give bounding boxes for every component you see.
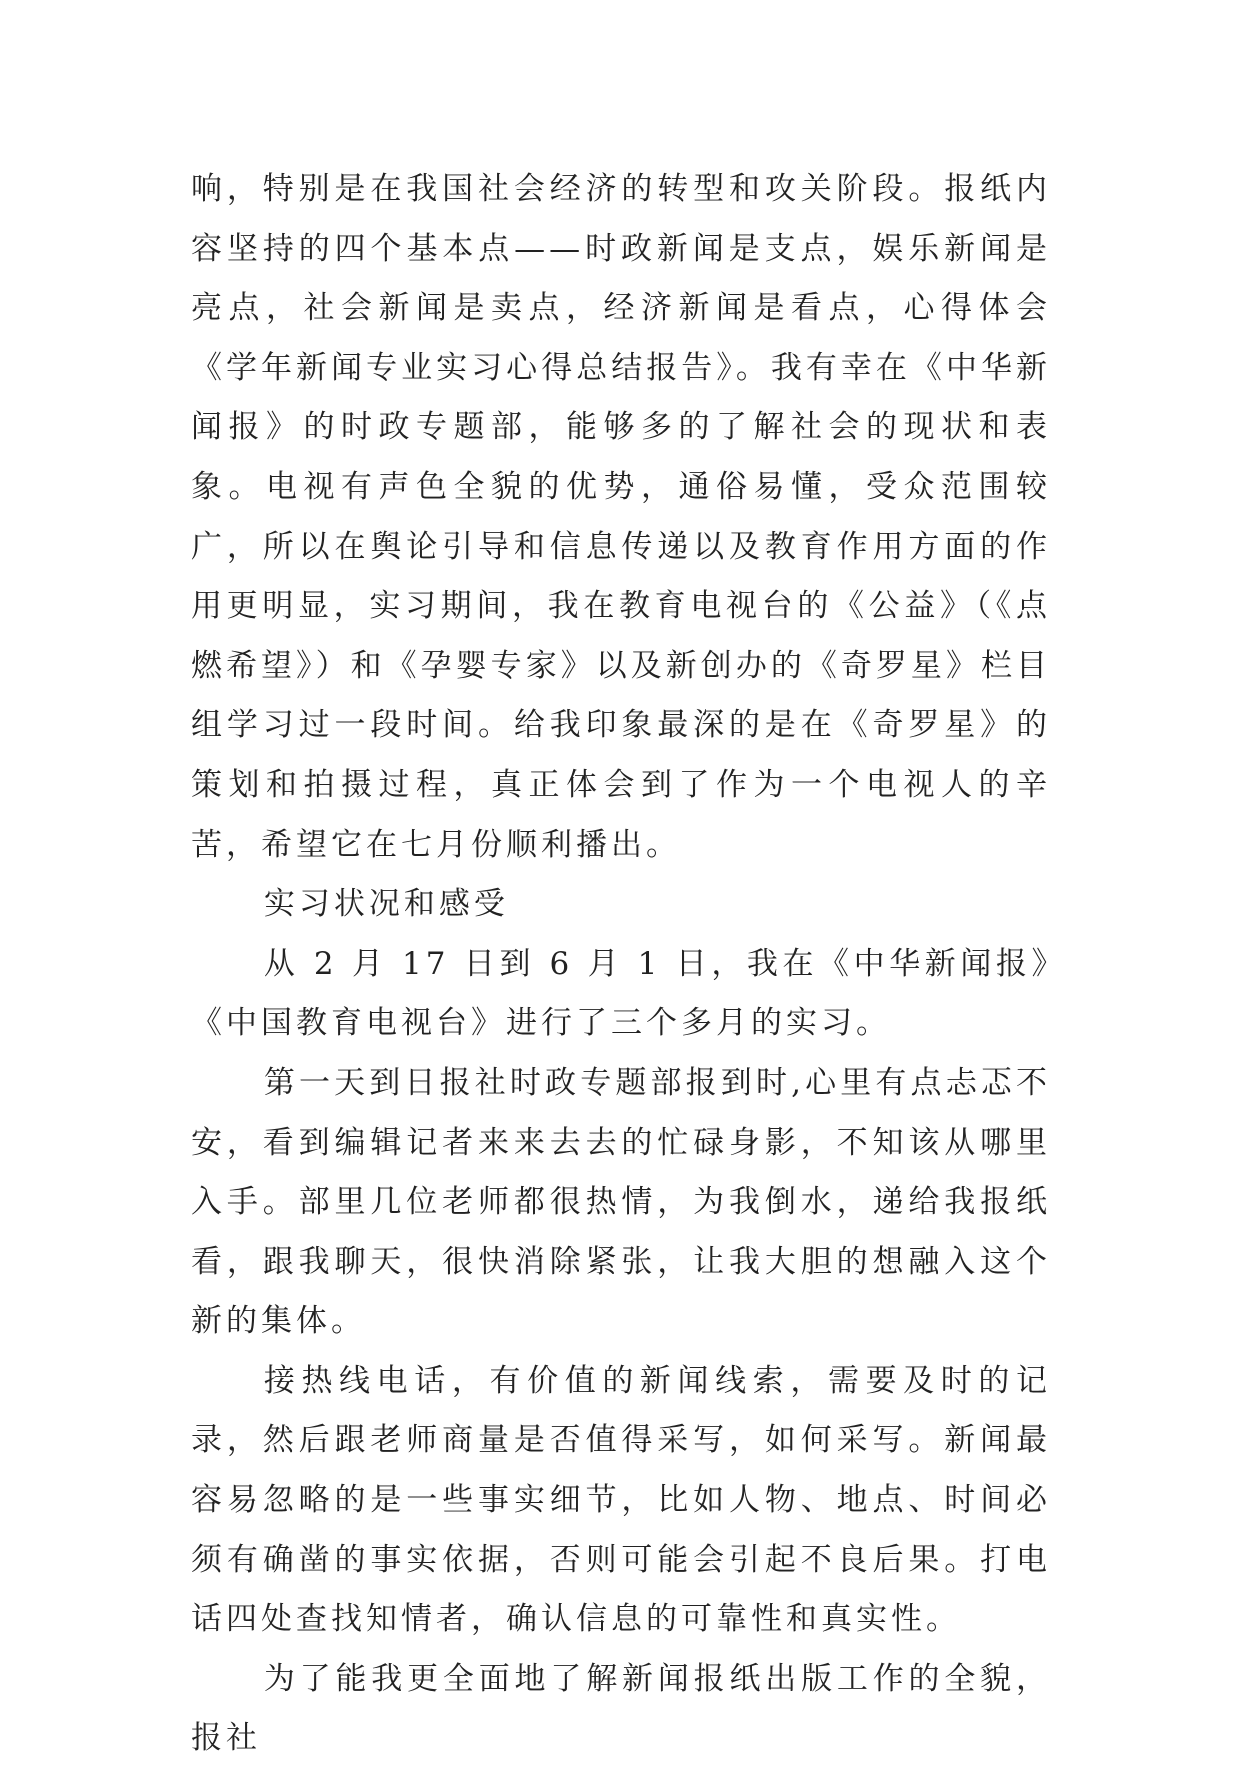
paragraph: 接热线电话，有价值的新闻线索，需要及时的记录，然后跟老师商量是否值得采写，如何采写。新闻最容易忽略的是一些事实细节，比如人物、地点、时间必须有确凿的事实依据，否则可能会引起不良后果。打电话四处查找知情者，确认信息的可靠性和真实性。 — [191, 1362, 1051, 1638]
paragraph: 从 2 月 17 日到 6 月 1 日，我在《中华新闻报》《中国教育电视台》进行了三个多月的实习。 — [191, 945, 1051, 1042]
paragraph: 第一天到日报社时政专题部报到时,心里有点忐忑不安，看到编辑记者来来去去的忙碌身影，不知该从哪里入手。部里几位老师都很热情，为我倒水，递给我报纸看，跟我聊天，很快消除紧张，让我大胆的想融入这个新的集体。 — [191, 1064, 1051, 1340]
body-text — [191, 160, 1051, 1769]
paragraph: 为了能我更全面地了解新闻报纸出版工作的全貌，报社 — [191, 1660, 1051, 1757]
paragraph-continuation: 响，特别是在我国社会经济的转型和攻关阶段。报纸内容坚持的四个基本点——时政新闻是支点，娱乐新闻是亮点，社会新闻是卖点，经济新闻是看点，心得体会《学年新闻专业实习心得总结报告》。我有幸在《中华新闻报》的时政专题部，能够多的了解社会的现状和表象。电视有声色全貌的优势，通俗易懂，受众范围较广，所以在舆论引导和信息传递以及教育作用方面的作用更明显，实习期间，我在教育电视台的《公益》（《点燃希望》）和《孕婴专家》以及新创办的《奇罗星》栏目组学习过一段时间。给我印象最深的是在《奇罗星》的策划和拍摄过程，真正体会到了作为一个电视人的辛苦，希望它在七月份顺利播出。 — [191, 171, 1051, 863]
section-heading: 实习状况和感受 — [263, 886, 509, 923]
